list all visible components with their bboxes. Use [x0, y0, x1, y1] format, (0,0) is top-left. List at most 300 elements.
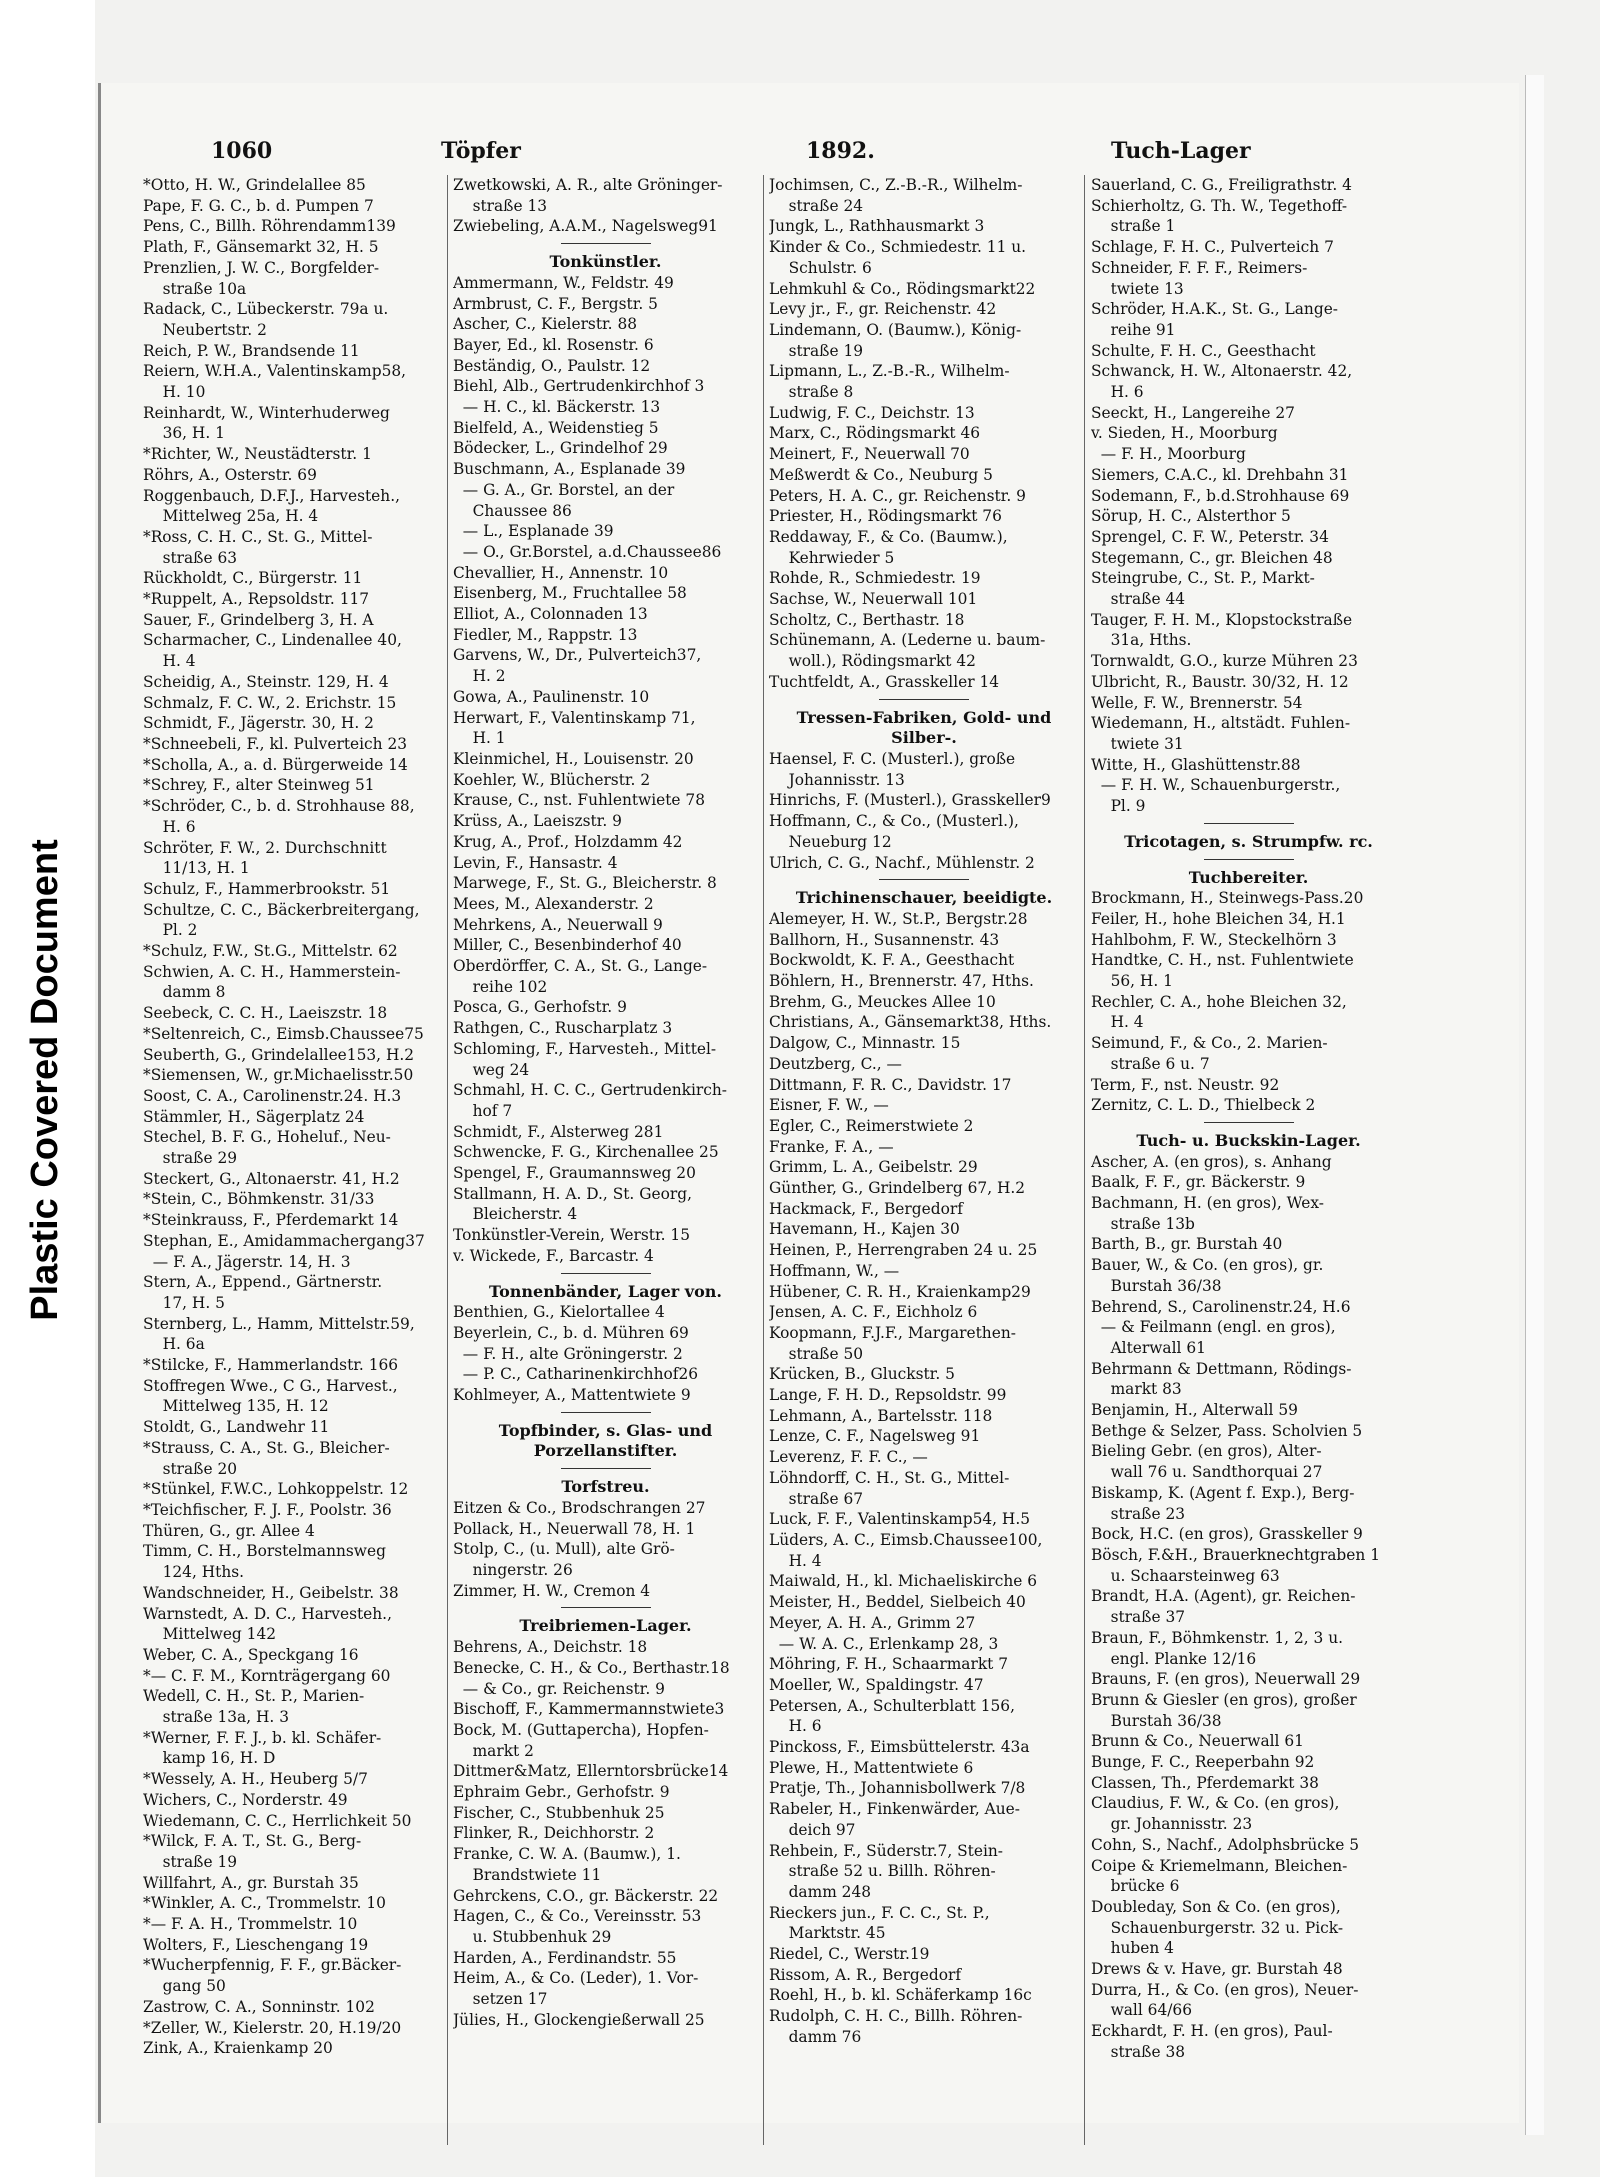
section-heading: Trichinenschauer, beeidigte. — [795, 888, 1053, 908]
directory-entry: Meister, H., Beddel, Sielbeich 40 — [769, 1593, 1026, 1612]
directory-entry: straße 37 — [1091, 1608, 1186, 1627]
directory-entry: Mittelweg 135, H. 12 — [143, 1397, 329, 1416]
directory-entry: Schröter, F. W., 2. Durchschnitt — [143, 838, 387, 857]
directory-entry: Reddaway, F., & Co. (Baumw.), — [769, 527, 1008, 546]
directory-entry: H. 6 — [769, 1717, 822, 1736]
directory-entry: straße 10a — [143, 279, 247, 298]
directory-entry: Stolp, C., (u. Mull), alte Grö- — [453, 1540, 675, 1559]
directory-entry: — H. C., kl. Bäckerstr. 13 — [453, 398, 661, 417]
directory-entry: Buschmann, A., Esplanade 39 — [453, 460, 686, 479]
directory-entry: Brandstwiete 11 — [453, 1865, 602, 1884]
directory-entry: *Stein, C., Böhmkenstr. 31/33 — [143, 1190, 375, 1209]
directory-entry: Radack, C., Lübeckerstr. 79a u. — [143, 300, 389, 319]
directory-entry: — W. A. C., Erlenkamp 28, 3 — [769, 1634, 999, 1653]
directory-entry: *Otto, H. W., Grindelallee 85 — [143, 176, 366, 194]
directory-entry: Handtke, C. H., nst. Fuhlentwiete — [1091, 951, 1354, 970]
page-header — [111, 138, 1509, 178]
directory-entry: Schmidt, F., Alsterweg 281 — [453, 1122, 664, 1141]
directory-entry: damm 248 — [769, 1882, 872, 1901]
directory-entry: Kohlmeyer, A., Mattentwiete 9 — [453, 1386, 691, 1405]
directory-entry: Mehrkens, A., Neuerwall 9 — [453, 915, 663, 934]
directory-entry: Zastrow, C. A., Sonninstr. 102 — [143, 1997, 375, 2016]
year: 1892. — [806, 138, 875, 164]
directory-entry: weg 24 — [453, 1060, 530, 1079]
directory-entry: — F. H., Moorburg — [1091, 445, 1246, 464]
directory-entry: markt 2 — [453, 1741, 534, 1760]
directory-entry: Hagen, C., & Co., Vereinsstr. 53 — [453, 1907, 702, 1926]
directory-entry: Seimund, F., & Co., 2. Marien- — [1091, 1034, 1328, 1053]
directory-entry: straße 13a, H. 3 — [143, 1708, 290, 1727]
section-rule — [879, 879, 969, 880]
directory-entry: *Stilcke, F., Hammerlandstr. 166 — [143, 1356, 399, 1375]
section-rule — [561, 1412, 651, 1413]
directory-entry: Löhndorff, C. H., St. G., Mittel- — [769, 1468, 1010, 1487]
directory-entry: Hübener, C. R. H., Kraienkamp29 — [769, 1282, 1031, 1301]
directory-entry: Bayer, Ed., kl. Rosenstr. 6 — [453, 335, 654, 354]
directory-entry: Schultze, C. C., Bäckerbreitergang, — [143, 900, 420, 919]
section-rule — [1204, 1122, 1294, 1123]
directory-entry: Priester, H., Rödingsmarkt 76 — [769, 507, 1002, 526]
directory-entry: Schloming, F., Harvesteh., Mittel- — [453, 1039, 717, 1058]
directory-entry: Schauenburgerstr. 32 u. Pick- — [1091, 1918, 1344, 1937]
directory-entry: Stoldt, G., Landwehr 11 — [143, 1418, 330, 1437]
directory-entry: H. 6 — [143, 817, 196, 836]
column-2 — [453, 175, 758, 2030]
directory-entry: v. Sieden, H., Moorburg — [1091, 424, 1278, 443]
directory-entry: Rehbein, F., Süderstr.7, Stein- — [769, 1841, 1004, 1860]
directory-entry: Marx, C., Rödingsmarkt 46 — [769, 424, 981, 443]
directory-entry: Term, F., nst. Neustr. 92 — [1091, 1075, 1280, 1094]
directory-entry: gang 50 — [143, 1977, 226, 1996]
directory-entry: Luck, F. F., Valentinskamp54, H.5 — [769, 1510, 1031, 1529]
directory-entry: Flinker, R., Deichhorstr. 2 — [453, 1824, 655, 1843]
directory-entry: Krause, C., nst. Fuhlentwiete 78 — [453, 791, 706, 810]
directory-entry: Meßwerdt & Co., Neuburg 5 — [769, 465, 993, 484]
section-heading: Topfbinder, s. Glas- und — [498, 1420, 713, 1440]
directory-entry: Eisenberg, M., Fruchtallee 58 — [453, 584, 687, 603]
directory-entry: Benjamin, H., Alterwall 59 — [1091, 1401, 1298, 1420]
directory-entry: reihe 102 — [453, 977, 548, 996]
directory-entry: Eitzen & Co., Brodschrangen 27 — [453, 1498, 706, 1517]
directory-entry: Feiler, H., hohe Bleichen 34, H.1 — [1091, 909, 1346, 928]
directory-entry: straße 38 — [1091, 2042, 1186, 2061]
directory-entry: *— F. A. H., Trommelstr. 10 — [143, 1915, 358, 1934]
directory-entry: Egler, C., Reimerstwiete 2 — [769, 1116, 974, 1135]
directory-entry: Stern, A., Eppend., Gärtnerstr. — [143, 1273, 383, 1292]
directory-entry: Deutzberg, C., — — [769, 1054, 902, 1073]
directory-entry: Lehmkuhl & Co., Rödingsmarkt22 — [769, 279, 1036, 298]
directory-entry: engl. Planke 12/16 — [1091, 1649, 1257, 1668]
section-rule — [1204, 823, 1294, 824]
directory-entry: Pollack, H., Neuerwall 78, H. 1 — [453, 1519, 696, 1538]
directory-entry: Röhrs, A., Osterstr. 69 — [143, 465, 317, 484]
directory-entry: Krücken, B., Gluckstr. 5 — [769, 1365, 955, 1384]
directory-entry: Bielfeld, A., Weidenstieg 5 — [453, 418, 659, 437]
directory-entry: straße 1 — [1091, 217, 1176, 236]
directory-entry: Thüren, G., gr. Allee 4 — [143, 1521, 315, 1540]
directory-entry: Bödecker, L., Grindelhof 29 — [453, 439, 668, 458]
directory-entry: Levy jr., F., gr. Reichenstr. 42 — [769, 300, 997, 319]
directory-entry: Eckhardt, F. H. (en gros), Paul- — [1091, 2022, 1333, 2041]
directory-entry: *Wessely, A. H., Heuberg 5/7 — [143, 1770, 368, 1789]
directory-entry: *Wucherpfennig, F. F., gr.Bäcker- — [143, 1956, 402, 1975]
directory-entry: Marwege, F., St. G., Bleicherstr. 8 — [453, 874, 717, 893]
directory-entry: Rohde, R., Schmiedestr. 19 — [769, 569, 981, 588]
directory-entry: Sachse, W., Neuerwall 101 — [769, 590, 978, 609]
directory-entry: Burstah 36/38 — [1091, 1276, 1222, 1295]
directory-entry: Roehl, H., b. kl. Schäferkamp 16c — [769, 1986, 1032, 2005]
directory-entry: Lehmann, A., Bartelsstr. 118 — [769, 1406, 993, 1425]
section-rule — [561, 1468, 651, 1469]
directory-entry: twiete 31 — [1091, 734, 1184, 753]
directory-entry: Elliot, A., Colonnaden 13 — [453, 605, 648, 624]
directory-entry: straße 23 — [1091, 1504, 1186, 1523]
column-3 — [769, 175, 1079, 2048]
directory-entry: Fiedler, M., Rappstr. 13 — [453, 625, 638, 644]
directory-entry: Schünemann, A. (Lederne u. baum- — [769, 631, 1046, 650]
directory-entry: Lenze, C. F., Nagelsweg 91 — [769, 1427, 981, 1446]
directory-entry: Alemeyer, H. W., St.P., Bergstr.28 — [769, 909, 1028, 928]
directory-entry: hof 7 — [453, 1101, 513, 1120]
directory-entry: Sodemann, F., b.d.Strohhause 69 — [1091, 486, 1350, 505]
directory-entry: Bunge, F. C., Reeperbahn 92 — [1091, 1753, 1315, 1772]
directory-entry: Ulbricht, R., Baustr. 30/32, H. 12 — [1091, 672, 1349, 691]
directory-entry: gr. Johannisstr. 23 — [1091, 1815, 1253, 1834]
column-divider — [763, 175, 764, 2145]
directory-entry: Bleicherstr. 4 — [453, 1205, 578, 1224]
directory-entry: Wiedemann, C. C., Herrlichkeit 50 — [143, 1811, 412, 1830]
directory-entry: Biehl, Alb., Gertrudenkirchhof 3 — [453, 377, 705, 396]
directory-entry: Zernitz, C. L. D., Thielbeck 2 — [1091, 1096, 1316, 1115]
directory-entry: Herwart, F., Valentinskamp 71, — [453, 708, 696, 727]
directory-entry: Krüss, A., Laeiszstr. 9 — [453, 812, 622, 831]
directory-entry: Steckert, G., Altonaerstr. 41, H.2 — [143, 1169, 400, 1188]
directory-entry: Beständig, O., Paulstr. 12 — [453, 356, 651, 375]
directory-entry: Wedell, C. H., St. P., Marien- — [143, 1687, 365, 1706]
directory-entry: straße 19 — [143, 1852, 238, 1871]
directory-entry: Pl. 9 — [1091, 797, 1146, 816]
directory-entry: Jungk, L., Rathhausmarkt 3 — [769, 217, 985, 236]
directory-entry: *Stünkel, F.W.C., Lohkoppelstr. 12 — [143, 1480, 409, 1499]
directory-entry: Bachmann, H. (en gros), Wex- — [1091, 1194, 1324, 1213]
section-heading: Torfstreu. — [561, 1477, 650, 1497]
directory-entry: Hoffmann, C., & Co., (Musterl.), — [769, 812, 1019, 831]
directory-entry: H. 2 — [453, 667, 506, 686]
directory-entry: Schwien, A. C. H., Hammerstein- — [143, 962, 401, 981]
section-heading: Silber-. — [891, 728, 957, 748]
directory-entry: Barth, B., gr. Burstah 40 — [1091, 1235, 1283, 1254]
directory-entry: Brunn & Giesler (en gros), großer — [1091, 1690, 1357, 1709]
directory-entry: Chevallier, H., Annenstr. 10 — [453, 563, 669, 582]
directory-entry: Sauer, F., Grindelberg 3, H. A — [143, 610, 374, 629]
directory-entry: wall 64/66 — [1091, 2001, 1193, 2020]
directory-entry: straße 44 — [1091, 590, 1186, 609]
sidebar-strip — [0, 0, 95, 2177]
directory-entry: Ephraim Gebr., Gerhofstr. 9 — [453, 1783, 670, 1802]
directory-entry: Schulstr. 6 — [769, 258, 872, 277]
section-heading: Tuchbereiter. — [1188, 867, 1309, 887]
directory-entry: Meinert, F., Neuerwall 70 — [769, 445, 970, 464]
section-rule — [561, 1607, 651, 1608]
directory-entry: straße 67 — [769, 1489, 864, 1508]
directory-entry: H. 6 — [1091, 383, 1144, 402]
directory-entry: Sauerland, C. G., Freiligrathstr. 4 — [1091, 176, 1352, 194]
directory-entry: *Schneebeli, F., kl. Pulverteich 23 — [143, 734, 408, 753]
directory-entry: — P. C., Catharinenkirchhof26 — [453, 1365, 699, 1384]
directory-entry: Welle, F. W., Brennerstr. 54 — [1091, 693, 1303, 712]
directory-entry: Oberdörffer, C. A., St. G., Lange- — [453, 957, 708, 976]
directory-entry: straße 20 — [143, 1459, 238, 1478]
directory-entry: Rieckers jun., F. C. C., St. P., — [769, 1903, 990, 1922]
directory-entry: Coipe & Kriemelmann, Bleichen- — [1091, 1856, 1348, 1875]
directory-entry: — O., Gr.Borstel, a.d.Chaussee86 — [453, 542, 722, 561]
directory-entry: Zink, A., Kraienkamp 20 — [143, 2039, 333, 2058]
directory-entry: Marktstr. 45 — [769, 1924, 886, 1943]
directory-entry: straße 13b — [1091, 1214, 1195, 1233]
directory-entry: *Schröder, C., b. d. Strohhause 88, — [143, 797, 415, 816]
directory-entry: Heim, A., & Co. (Leder), 1. Vor- — [453, 1969, 699, 1988]
directory-entry: Brehm, G., Meuckes Allee 10 — [769, 992, 996, 1011]
directory-entry: Witte, H., Glashüttenstr.88 — [1091, 755, 1301, 774]
directory-entry: Böhlern, H., Brennerstr. 47, Hths. — [769, 972, 1034, 991]
directory-entry: Hackmack, F., Bergedorf — [769, 1199, 963, 1218]
directory-entry: Tauger, F. H. M., Klopstockstraße — [1091, 610, 1353, 629]
directory-entry: — L., Esplanade 39 — [453, 522, 614, 541]
directory-entry: Schwanck, H. W., Altonaerstr. 42, — [1091, 362, 1353, 381]
directory-entry: Heinen, P., Herrengraben 24 u. 25 — [769, 1241, 1038, 1260]
directory-entry: Ulrich, C. G., Nachf., Mühlenstr. 2 — [769, 853, 1035, 872]
directory-entry: Wandschneider, H., Geibelstr. 38 — [143, 1583, 399, 1602]
directory-entry: *Ruppelt, A., Repsoldstr. 117 — [143, 590, 370, 609]
directory-entry: Haensel, F. C. (Musterl.), große — [769, 749, 1016, 768]
directory-entry: *Seltenreich, C., Eimsb.Chaussee75 — [143, 1024, 424, 1043]
directory-entry: *Steinkrauss, F., Pferdemarkt 14 — [143, 1211, 399, 1230]
directory-entry: Plath, F., Gänsemarkt 32, H. 5 — [143, 238, 379, 257]
directory-entry: Pens, C., Billh. Röhrendamm139 — [143, 217, 396, 236]
directory-entry: Behrend, S., Carolinenstr.24, H.6 — [1091, 1297, 1351, 1316]
directory-entry: Maiwald, H., kl. Michaeliskirche 6 — [769, 1572, 1038, 1591]
directory-entry: *— C. F. M., Kornträgergang 60 — [143, 1666, 391, 1685]
directory-entry: wall 76 u. Sandthorquai 27 — [1091, 1463, 1323, 1482]
directory-entry: H. 4 — [1091, 1013, 1144, 1032]
directory-entry: Beyerlein, C., b. d. Mühren 69 — [453, 1323, 689, 1342]
directory-entry: Reinhardt, W., Winterhuderweg — [143, 403, 390, 422]
directory-entry: Jochimsen, C., Z.-B.-R., Wilhelm- — [769, 176, 1023, 194]
directory-entry: Neubertstr. 2 — [143, 320, 267, 339]
directory-entry: Tornwaldt, G.O., kurze Mühren 23 — [1091, 652, 1358, 671]
directory-entry: setzen 17 — [453, 1990, 548, 2009]
directory-entry: Mittelweg 142 — [143, 1625, 277, 1644]
directory-entry: Pape, F. G. C., b. d. Pumpen 7 — [143, 196, 374, 215]
directory-entry: Scholtz, C., Berthastr. 18 — [769, 610, 965, 629]
directory-entry: Möhring, F. H., Schaarmarkt 7 — [769, 1655, 1009, 1674]
directory-entry: Hoffmann, W., — — [769, 1261, 900, 1280]
directory-entry: twiete 13 — [1091, 279, 1184, 298]
directory-entry: Jensen, A. C. F., Eichholz 6 — [769, 1303, 978, 1322]
directory-entry: Rathgen, C., Ruscharplatz 3 — [453, 1019, 673, 1038]
directory-entry: Brockmann, H., Steinwegs-Pass.20 — [1091, 889, 1364, 908]
plastic-covered-label: Plastic Covered Document — [24, 839, 66, 1321]
directory-entry: Brunn & Co., Neuerwall 61 — [1091, 1732, 1304, 1751]
directory-entry: Günther, G., Grindelberg 67, H.2 — [769, 1179, 1026, 1198]
directory-entry: Timm, C. H., Borstelmannsweg — [143, 1542, 386, 1561]
directory-entry: Kehrwieder 5 — [769, 548, 895, 567]
directory-entry: Rückholdt, C., Bürgerstr. 11 — [143, 569, 363, 588]
directory-entry: Christians, A., Gänsemarkt38, Hths. — [769, 1013, 1052, 1032]
directory-entry: Bock, M. (Guttapercha), Hopfen- — [453, 1720, 709, 1739]
section-heading: Tonkünstler. — [549, 252, 662, 272]
directory-entry: H. 4 — [143, 652, 196, 671]
directory-entry: 124, Hths. — [143, 1563, 245, 1582]
directory-entry: Tonkünstler-Verein, Werstr. 15 — [453, 1226, 690, 1245]
directory-entry: *Strauss, C. A., St. G., Bleicher- — [143, 1438, 390, 1457]
directory-entry: — G. A., Gr. Borstel, an der — [453, 480, 675, 499]
directory-entry: Eisner, F. W., — — [769, 1096, 889, 1115]
directory-entry: Scharmacher, C., Lindenallee 40, — [143, 631, 402, 650]
section-heading: Tricotagen, s. Strumpfw. rc. — [1124, 831, 1373, 851]
directory-entry: 56, H. 1 — [1091, 972, 1173, 991]
directory-entry: huben 4 — [1091, 1939, 1174, 1958]
directory-entry: Scheidig, A., Steinstr. 129, H. 4 — [143, 672, 389, 691]
right-running-title: Tuch-Lager — [1111, 138, 1251, 164]
directory-entry: Zwiebeling, A.A.M., Nagelsweg91 — [453, 217, 718, 236]
directory-entry: *Wilck, F. A. T., St. G., Berg- — [143, 1832, 362, 1851]
directory-entry: Schlage, F. H. C., Pulverteich 7 — [1091, 238, 1334, 257]
directory-entry: Tuchtfeldt, A., Grasskeller 14 — [769, 672, 1000, 691]
directory-entry: Posca, G., Gerhofstr. 9 — [453, 998, 627, 1017]
directory-entry: Rabeler, H., Finkenwärder, Aue- — [769, 1800, 1020, 1819]
directory-entry: Soost, C. A., Carolinenstr.24. H.3 — [143, 1086, 402, 1105]
directory-entry: Gowa, A., Paulinenstr. 10 — [453, 687, 650, 706]
directory-entry: *Siemensen, W., gr.Michaelisstr.50 — [143, 1066, 414, 1085]
directory-entry: Leverenz, F. F. C., — — [769, 1448, 928, 1467]
directory-entry: Schröder, H.A.K., St. G., Lange- — [1091, 300, 1339, 319]
directory-entry: Petersen, A., Schulterblatt 156, — [769, 1696, 1015, 1715]
directory-entry: Drews & v. Have, gr. Burstah 48 — [1091, 1960, 1343, 1979]
directory-entry: Cohn, S., Nachf., Adolphsbrücke 5 — [1091, 1835, 1359, 1854]
directory-entry: 31a, Hths. — [1091, 631, 1192, 650]
directory-entry: kamp 16, H. D — [143, 1749, 276, 1768]
directory-entry: Warnstedt, A. D. C., Harvesteh., — [143, 1604, 392, 1623]
directory-entry: Roggenbauch, D.F.J., Harvesteh., — [143, 486, 400, 505]
directory-entry: H. 1 — [453, 729, 506, 748]
directory-entry: Stephan, E., Amidammachergang37 — [143, 1231, 425, 1250]
directory-entry: Ballhorn, H., Susannenstr. 43 — [769, 930, 1000, 949]
directory-entry: Bockwoldt, K. F. A., Geesthacht — [769, 951, 1015, 970]
directory-entry: Rechler, C. A., hohe Bleichen 32, — [1091, 992, 1347, 1011]
directory-entry: Pratje, Th., Johannisbollwerk 7/8 — [769, 1779, 1026, 1798]
directory-entry: Schulz, F., Hammerbrookstr. 51 — [143, 879, 391, 898]
directory-entry: Dittmann, F. R. C., Davidstr. 17 — [769, 1075, 1012, 1094]
left-running-title: Töpfer — [441, 138, 521, 164]
directory-entry: Levin, F., Hansastr. 4 — [453, 853, 618, 872]
directory-entry: Stoffregen Wwe., C G., Harvest., — [143, 1376, 398, 1395]
directory-entry: Lipmann, L., Z.-B.-R., Wilhelm- — [769, 362, 1010, 381]
directory-entry: Rudolph, C. H. C., Billh. Röhren- — [769, 2007, 1023, 2026]
directory-entry: u. Schaarsteinweg 63 — [1091, 1566, 1280, 1585]
directory-entry: Mees, M., Alexanderstr. 2 — [453, 894, 654, 913]
directory-entry: straße 13 — [453, 196, 548, 215]
directory-entry: Bösch, F.&H., Brauerknechtgraben 1 — [1091, 1546, 1380, 1564]
directory-entry: Chaussee 86 — [453, 501, 572, 520]
directory-entry: Wichers, C., Norderstr. 49 — [143, 1790, 348, 1809]
directory-entry: damm 76 — [769, 2027, 862, 2046]
directory-entry: Braun, F., Böhmkenstr. 1, 2, 3 u. — [1091, 1628, 1344, 1647]
directory-entry: Spengel, F., Graumannsweg 20 — [453, 1164, 696, 1183]
directory-entry: — F. H., alte Gröningerstr. 2 — [453, 1344, 683, 1363]
directory-entry: Burstah 36/38 — [1091, 1711, 1222, 1730]
directory-entry: Kinder & Co., Schmiedestr. 11 u. — [769, 238, 1027, 257]
directory-entry: *Ross, C. H. C., St. G., Mittel- — [143, 527, 373, 546]
directory-entry: 36, H. 1 — [143, 424, 225, 443]
directory-entry: Koopmann, F.J.F., Margarethen- — [769, 1323, 1016, 1342]
directory-entry: Krug, A., Prof., Holzdamm 42 — [453, 832, 683, 851]
directory-entry: Bischoff, F., Kammermannstwiete3 — [453, 1700, 725, 1719]
directory-entry: straße 8 — [769, 383, 854, 402]
directory-entry: Reich, P. W., Brandsende 11 — [143, 341, 360, 360]
directory-entry: Benthien, G., Kielortallee 4 — [453, 1303, 665, 1322]
directory-entry: Peters, H. A. C., gr. Reichenstr. 9 — [769, 486, 1026, 505]
section-heading: Tonnenbänder, Lager von. — [489, 1281, 722, 1301]
directory-entry: Alterwall 61 — [1091, 1338, 1206, 1357]
directory-entry: *Zeller, W., Kielerstr. 20, H.19/20 — [143, 2018, 402, 2037]
directory-entry: Bock, H.C. (en gros), Grasskeller 9 — [1091, 1525, 1363, 1544]
directory-entry: Kleinmichel, H., Louisenstr. 20 — [453, 749, 694, 768]
directory-entry: Willfahrt, A., gr. Burstah 35 — [143, 1873, 359, 1892]
directory-entry: woll.), Rödingsmarkt 42 — [769, 652, 976, 671]
directory-entry: — & Feilmann (engl. en gros), — [1091, 1318, 1336, 1337]
directory-entry: Baalk, F. F., gr. Bäckerstr. 9 — [1091, 1173, 1306, 1192]
section-heading: Porzellanstifter. — [533, 1441, 678, 1461]
directory-entry: Schulte, F. H. C., Geesthacht — [1091, 341, 1316, 360]
directory-entry: Durra, H., & Co. (en gros), Neuer- — [1091, 1980, 1359, 1999]
directory-entry: Seeckt, H., Langereihe 27 — [1091, 403, 1295, 422]
directory-entry: Garvens, W., Dr., Pulverteich37, — [453, 646, 702, 665]
directory-entry: Schneider, F. F. F., Reimers- — [1091, 258, 1308, 277]
directory-entry: Dalgow, C., Minnastr. 15 — [769, 1034, 961, 1053]
directory-entry: Behrens, A., Deichstr. 18 — [453, 1638, 648, 1657]
column-divider — [1084, 175, 1085, 2145]
directory-entry: straße 63 — [143, 548, 238, 567]
directory-entry: Sprengel, C. F. W., Peterstr. 34 — [1091, 527, 1329, 546]
directory-entry: Lüders, A. C., Eimsb.Chaussee100, — [769, 1531, 1043, 1549]
directory-entry: brücke 6 — [1091, 1877, 1180, 1896]
directory-entry: Gehrckens, C.O., gr. Bäckerstr. 22 — [453, 1886, 719, 1905]
directory-entry: Schmalz, F. C. W., 2. Erichstr. 15 — [143, 693, 397, 712]
directory-entry: Stämmler, H., Sägerplatz 24 — [143, 1107, 365, 1126]
directory-entry: Lindemann, O. (Baumw.), König- — [769, 320, 1022, 339]
directory-entry: Armbrust, C. F., Bergstr. 5 — [453, 294, 658, 313]
section-heading: Tressen-Fabriken, Gold- und — [796, 707, 1052, 727]
directory-entry: Meyer, A. H. A., Grimm 27 — [769, 1613, 976, 1632]
directory-entry: — F. H. W., Schauenburgerstr., — [1091, 776, 1341, 795]
directory-entry: deich 97 — [769, 1820, 856, 1839]
directory-entry: *Scholla, A., a. d. Bürgerweide 14 — [143, 755, 408, 774]
directory-entry: Riedel, C., Werstr.19 — [769, 1945, 930, 1964]
directory-entry: *Werner, F. F. J., b. kl. Schäfer- — [143, 1728, 382, 1747]
page-number: 1060 — [211, 138, 273, 164]
directory-entry: Claudius, F. W., & Co. (en gros), — [1091, 1794, 1340, 1813]
directory-entry: *Teichfischer, F. J. F., Poolstr. 36 — [143, 1501, 392, 1519]
directory-entry: straße 52 u. Billh. Röhren- — [769, 1862, 996, 1881]
section-rule — [1204, 859, 1294, 860]
directory-entry: Miller, C., Besenbinderhof 40 — [453, 936, 682, 955]
directory-entry: *Richter, W., Neustädterstr. 1 — [143, 445, 372, 464]
column-1 — [143, 175, 443, 2059]
directory-entry: Brandt, H.A. (Agent), gr. Reichen- — [1091, 1587, 1356, 1606]
directory-entry: Sternberg, L., Hamm, Mittelstr.59, — [143, 1314, 415, 1333]
directory-entry: *Winkler, A. C., Trommelstr. 10 — [143, 1894, 386, 1913]
